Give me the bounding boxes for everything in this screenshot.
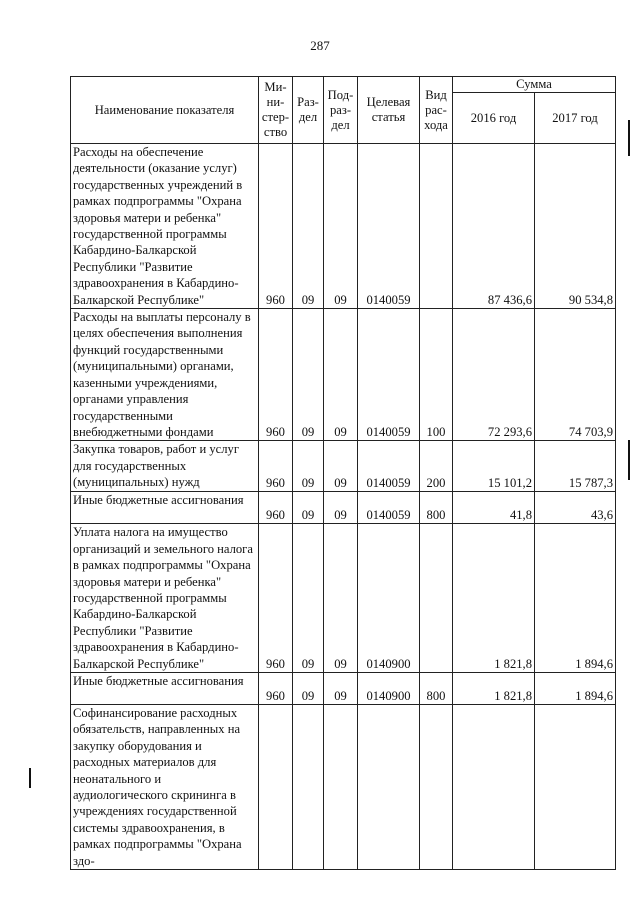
table-row [71, 524, 616, 673]
row-sum-2017 [535, 704, 616, 869]
row-target: 0140900 [358, 524, 420, 673]
row-sum-2016: 41,8 [453, 492, 535, 524]
row-expense-type [420, 144, 453, 309]
row-ministry: 960 [259, 492, 293, 524]
row-name: Уплата налога на имущество организаций и земельного налога в рамках подпрограммы "Охрана здоровья матери и ребенка" государственной программы Кабардино-Балкарской Республики "Развитие здравоохранения в Кабардино-Балкарской Республике" [71, 524, 259, 673]
row-expense-type: 800 [420, 672, 453, 704]
row-section [293, 704, 324, 869]
row-subsection: 09 [324, 524, 358, 673]
row-ministry: 960 [259, 441, 293, 492]
row-expense-type: 200 [420, 441, 453, 492]
page-number: 287 [310, 38, 330, 53]
row-subsection: 09 [324, 672, 358, 704]
row-sum-2017: 43,6 [535, 492, 616, 524]
row-name: Софинансирование расходных обязательств, направленных на закупку оборудования и расходных материалов для неонатального и аудиологического скрининга в учреждениях государственной системы здравоохранения, в рамках подпрограммы "Охрана здо- [71, 704, 259, 869]
row-sum-2016: 15 101,2 [453, 441, 535, 492]
table-row [71, 704, 616, 869]
row-name: Закупка товаров, работ и услуг для государственных (муниципальных) нужд [71, 441, 259, 492]
row-target: 0140059 [358, 492, 420, 524]
header-sum: Сумма [453, 77, 616, 93]
row-ministry: 960 [259, 144, 293, 309]
row-section: 09 [293, 309, 324, 441]
table-row [71, 144, 616, 309]
row-target: 0140059 [358, 309, 420, 441]
row-target [358, 704, 420, 869]
row-name: Иные бюджетные ассигнования [71, 492, 259, 524]
scan-margin-mark [628, 120, 630, 156]
row-section: 09 [293, 524, 324, 673]
header-ministry: Ми-ни-стер-ство [259, 77, 293, 144]
table-row [71, 492, 616, 524]
budget-table [70, 76, 616, 870]
row-section: 09 [293, 441, 324, 492]
row-sum-2017: 1 894,6 [535, 672, 616, 704]
table-row [71, 441, 616, 492]
row-sum-2016 [453, 704, 535, 869]
row-expense-type: 800 [420, 492, 453, 524]
table-row [71, 309, 616, 441]
scan-margin-mark [628, 440, 630, 480]
row-expense-type [420, 524, 453, 673]
row-name: Расходы на обеспечение деятельности (оказание услуг) государственных учреждений в рамках подпрограммы "Охрана здоровья матери и ребенка" государственной программы Кабардино-Балкарской Республики "Развитие здравоохранения в Кабардино-Балкарской Республике" [71, 144, 259, 309]
scan-margin-mark [29, 768, 31, 788]
row-target: 0140900 [358, 672, 420, 704]
header-year-2016: 2016 год [453, 93, 535, 144]
row-section: 09 [293, 144, 324, 309]
header-target: Целевая статья [358, 77, 420, 144]
row-section: 09 [293, 492, 324, 524]
row-subsection: 09 [324, 441, 358, 492]
row-subsection: 09 [324, 144, 358, 309]
header-section: Раз-дел [293, 77, 324, 144]
row-ministry: 960 [259, 672, 293, 704]
header-name: Наименование показателя [71, 77, 259, 144]
row-subsection: 09 [324, 309, 358, 441]
row-expense-type [420, 704, 453, 869]
row-ministry: 960 [259, 309, 293, 441]
row-sum-2017: 15 787,3 [535, 441, 616, 492]
row-ministry [259, 704, 293, 869]
table-row [71, 672, 616, 704]
row-name: Иные бюджетные ассигнования [71, 672, 259, 704]
row-section: 09 [293, 672, 324, 704]
row-subsection [324, 704, 358, 869]
row-sum-2016: 1 821,8 [453, 524, 535, 673]
row-target: 0140059 [358, 441, 420, 492]
row-sum-2016: 72 293,6 [453, 309, 535, 441]
header-expense-type: Вид рас-хода [420, 77, 453, 144]
header-subsection: Под-раз-дел [324, 77, 358, 144]
row-target: 0140059 [358, 144, 420, 309]
row-sum-2016: 1 821,8 [453, 672, 535, 704]
header-year-2017: 2017 год [535, 93, 616, 144]
row-sum-2017: 1 894,6 [535, 524, 616, 673]
row-expense-type: 100 [420, 309, 453, 441]
row-sum-2016: 87 436,6 [453, 144, 535, 309]
row-sum-2017: 74 703,9 [535, 309, 616, 441]
row-ministry: 960 [259, 524, 293, 673]
row-name: Расходы на выплаты персоналу в целях обеспечения выполнения функций государственными (муниципальными) органами, казенными учреждениями, органами управления государственными внебюджетными фондами [71, 309, 259, 441]
row-sum-2017: 90 534,8 [535, 144, 616, 309]
row-subsection: 09 [324, 492, 358, 524]
